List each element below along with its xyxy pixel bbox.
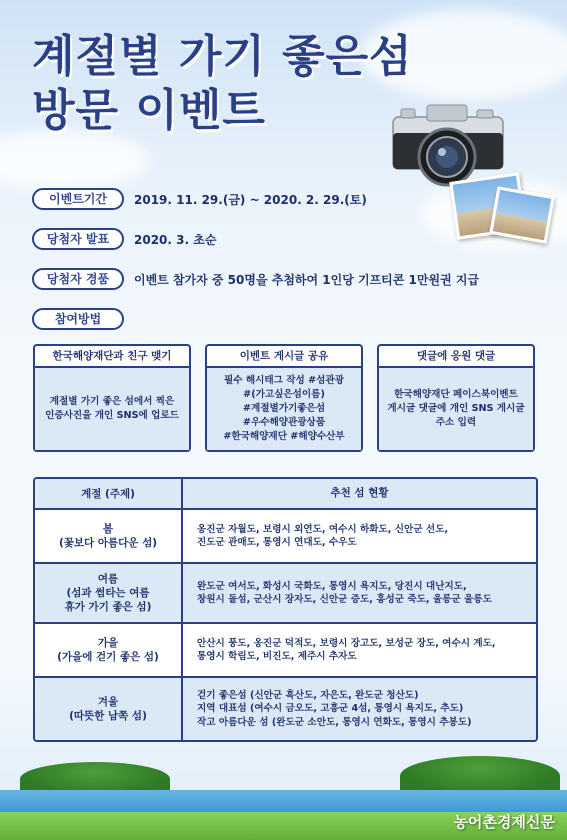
method-line: #(가고싶은섬이름) — [243, 389, 325, 400]
event-period-label: 이벤트기간 — [32, 188, 124, 210]
islands-line: 완도군 여서도, 화성시 국화도, 통영시 욕지도, 당진시 대난지도, — [197, 580, 467, 592]
season-name: 여름 — [97, 573, 119, 585]
method-box-body — [35, 368, 189, 450]
islands-line: 통영시 학림도, 비진도, 제주시 추자도 — [197, 651, 357, 662]
season-cell — [35, 510, 183, 562]
winner-announcement-label: 당첨자 발표 — [32, 228, 124, 250]
islands-line: 창원시 돝섬, 군산시 장자도, 신안군 증도, 홍성군 죽도, 울릉군 울릉도 — [197, 594, 492, 605]
method-line: 주소 입력 — [435, 417, 477, 428]
method-box-title: 댓글에 응원 댓글 — [379, 346, 533, 368]
photo-thumbnail — [489, 186, 554, 243]
method-line: 계절별 가기 좋은 섬에서 찍은 — [49, 396, 175, 407]
method-line: 인증사진을 개인 SNS에 업로드 — [45, 410, 179, 421]
camera-illustration — [385, 95, 535, 205]
season-name: 가을 — [97, 637, 119, 649]
title-line-1: 계절별 가기 좋은섬 — [32, 31, 413, 82]
cloud-decoration — [0, 130, 150, 190]
recommendation-table — [33, 477, 538, 742]
table-row — [35, 624, 536, 678]
islands-line: 지역 대표섬 (여수시 금오도, 고흥군 4섬, 통영시 욕지도, 추도) — [197, 703, 464, 715]
season-cell — [35, 564, 183, 622]
method-box-title: 한국해양재단과 친구 맺기 — [35, 346, 189, 368]
method-line: #우수해양관광상품 — [242, 417, 326, 428]
method-box-title: 이벤트 게시글 공유 — [207, 346, 361, 368]
participation-method-row — [32, 308, 124, 330]
title-line-2: 방문 이벤트 — [32, 85, 266, 136]
method-box-body — [379, 368, 533, 450]
islands-line: 걷기 좋은섬 (신안군 흑산도, 자은도, 완도군 청산도) — [197, 689, 419, 701]
method-line: #계절별가기좋은섬 — [242, 403, 326, 414]
method-line: 한국해양재단 페이스북이벤트 — [394, 389, 518, 400]
page-title — [32, 30, 413, 138]
season-theme: (꽃보다 아름다운 섬) — [58, 537, 158, 549]
method-box-comment — [377, 344, 535, 452]
table-row — [35, 564, 536, 624]
season-theme: 휴가 가기 좋은 섬) — [64, 601, 152, 613]
winner-announcement-row — [32, 228, 216, 250]
footer-logo: 농어촌경제신문 — [453, 813, 555, 831]
season-name: 봄 — [102, 523, 114, 535]
table-row — [35, 678, 536, 740]
season-cell — [35, 624, 183, 676]
method-box-friend — [33, 344, 191, 452]
islands-cell — [183, 564, 536, 622]
winner-announcement-value: 2020. 3. 초순 — [134, 232, 217, 247]
prize-label: 당첨자 경품 — [32, 268, 124, 290]
season-theme: (따뜻한 남쪽 섬) — [69, 710, 147, 722]
event-period-value: 2019. 11. 29.(금) ~ 2020. 2. 29.(토) — [134, 192, 367, 207]
islands-cell — [183, 678, 536, 740]
prize-row — [32, 268, 479, 290]
method-line: 필수 해시태그 작성 #섬관광 — [223, 375, 344, 386]
islands-cell — [183, 624, 536, 676]
season-cell — [35, 678, 183, 740]
method-line: 게시글 댓글에 개인 SNS 게시글 — [387, 403, 525, 414]
islands-line: 옹진군 자월도, 보령시 외연도, 여수시 하화도, 신안군 선도, — [197, 523, 449, 535]
header-islands: 추천 섬 현황 — [183, 479, 536, 508]
season-theme: (가을에 걷기 좋은 섬) — [57, 651, 159, 663]
participation-method-label: 참여방법 — [32, 308, 124, 330]
table-header-row — [35, 479, 536, 510]
islands-line: 진도군 관매도, 통영시 연대도, 수우도 — [197, 537, 357, 548]
method-line: #한국해양재단 #해양수산부 — [223, 431, 345, 442]
islands-line: 안산시 풍도, 옹진군 덕적도, 보령시 장고도, 보성군 장도, 여수시 계도, — [197, 637, 496, 649]
method-box-body — [207, 368, 361, 450]
event-period-row — [32, 188, 367, 210]
header-season: 계절 (주제) — [35, 479, 183, 508]
season-name: 겨울 — [97, 696, 119, 708]
method-box-share — [205, 344, 363, 452]
table-row — [35, 510, 536, 564]
islands-cell — [183, 510, 536, 562]
islands-line: 작고 아름다운 섬 (완도군 소안도, 통영시 연화도, 통영시 추봉도) — [197, 716, 472, 728]
prize-value: 이벤트 참가자 중 50명을 추첨하여 1인당 기프티콘 1만원권 지급 — [134, 272, 480, 287]
season-theme: (섬과 썸타는 여름 — [66, 587, 150, 599]
